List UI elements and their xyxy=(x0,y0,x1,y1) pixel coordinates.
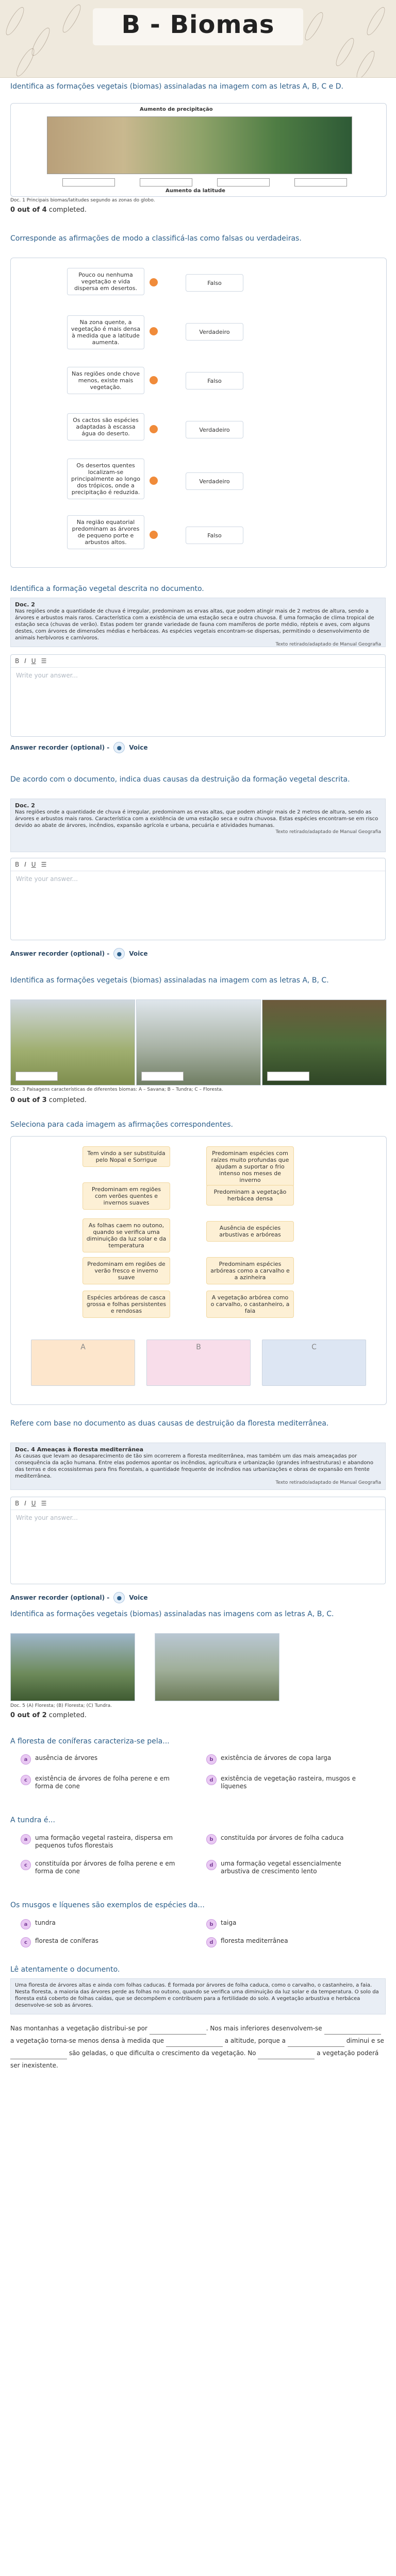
q2-answer-5[interactable]: Verdadeiro xyxy=(186,472,243,490)
underline-icon[interactable]: U xyxy=(31,657,36,665)
q11-option-a[interactable]: a tundra xyxy=(21,1919,186,1929)
q7-answer-editor[interactable] xyxy=(10,1497,386,1584)
drop-zone-b[interactable] xyxy=(141,1072,184,1081)
q6-drop-zone-b[interactable]: B xyxy=(146,1340,251,1386)
q6-chip-6[interactable]: Ausência de espécies arbustivas e arbóreas xyxy=(206,1221,294,1242)
drop-zone-d[interactable] xyxy=(294,178,347,187)
q1-score: 0 out of 4 completed. xyxy=(10,206,87,214)
q6-chip-2[interactable]: Predominam espécies com raízes muito profundas que ajudam a suportar o frio intenso nos meses de inverno xyxy=(206,1146,294,1187)
q2-statement-3: Nas regiões onde chove menos, existe mais vegetação. xyxy=(67,367,144,394)
q10-option-b[interactable]: b constituída por árvores de folha caduca xyxy=(206,1834,371,1844)
drop-zone-a[interactable] xyxy=(15,1072,58,1081)
editor-toolbar xyxy=(11,1497,385,1510)
bold-icon[interactable]: B xyxy=(15,1500,20,1507)
q6-drop-zone-c[interactable]: C xyxy=(262,1340,366,1386)
blank-2[interactable] xyxy=(324,2027,381,2035)
q6-chip-5[interactable]: As folhas caem no outono, quando se verifica uma diminuição da luz solar e da temperatura xyxy=(82,1218,170,1252)
blank-6[interactable] xyxy=(258,2052,315,2059)
q4-answer-placeholder: Write your answer... xyxy=(16,875,78,883)
q8-caption: Doc. 5 (A) Floresta; (B) Floresta; (C) Tundra. xyxy=(10,1703,112,1708)
q2-dot-1[interactable] xyxy=(150,278,158,286)
q3-document: Doc. 2 Nas regiões onde a quantidade de chuva é irregular, predominam as ervas altas, que podem atingir mais de 2 metros de altura, sendo a árvores e arbustos mais raros. Característica com a existência de uma estação seca e outra chuvosa. É uma formação de clima tropical de estação seca (chuvas de verão). Estas podem ter grande variedade de fauna com mamíferos de porte médio, répteis e aves, com alguns destes, com árvores de dimensões médias e herbáceas. As espécies vegetais encontram-se dispersas, permitindo o desenvolvimento de animais herbívoros e carnívoros. Texto retirado/adaptado de Manual Geografia xyxy=(10,598,386,647)
q2-statement-2: Na zona quente, a vegetação é mais densa à medida que a latitude aumenta. xyxy=(67,315,144,349)
blank-4[interactable] xyxy=(288,2039,344,2047)
drop-zone-b[interactable] xyxy=(140,178,192,187)
drop-zone-a[interactable] xyxy=(62,178,115,187)
biome-image-a xyxy=(10,1633,135,1701)
italic-icon[interactable]: I xyxy=(24,861,26,868)
q9-instruction: A floresta de coníferas caracteriza-se pela... xyxy=(10,1737,170,1745)
blank-3[interactable] xyxy=(166,2039,223,2047)
diagram-xlabel: Aumento da latitude xyxy=(166,188,225,194)
q1-instruction: Identifica as formações vegetais (biomas) assinaladas na imagem com as letras A, B, C e D. xyxy=(10,82,343,91)
italic-icon[interactable]: I xyxy=(24,1500,26,1507)
q11-instruction: Os musgos e líquenes são exemplos de espécies da... xyxy=(10,1901,205,1909)
q11-option-b[interactable]: b taiga xyxy=(206,1919,371,1929)
q2-answer-4[interactable]: Verdadeiro xyxy=(186,421,243,438)
q9-option-c[interactable]: c existência de árvores de folha perene e em forma de cone xyxy=(21,1775,186,1790)
q2-dot-4[interactable] xyxy=(150,425,158,433)
q11-option-d[interactable]: d floresta mediterrânea xyxy=(206,1937,371,1947)
bold-icon[interactable]: B xyxy=(15,657,20,665)
q2-dot-2[interactable] xyxy=(150,327,158,335)
page-title: B - Biomas xyxy=(121,10,275,39)
q2-dot-3[interactable] xyxy=(150,376,158,384)
q4-answer-editor[interactable] xyxy=(10,858,386,940)
drop-zone-c[interactable] xyxy=(267,1072,309,1081)
q12-document: Uma floresta de árvores altas e ainda com folhas caducas. É formada por árvores de folha caduca, como o carvalho, o castanheiro, a faia. Nesta floresta, a maioria das árvores perde as folhas no outono, quando se verifica uma diminuição da luz solar e da temperatura. O solo da floresta está coberto de folhas caídas, que se decompõem e contribuem para a fertilidade do solo. A vegetação arbustiva e herbácea desenvolve-se sob as árvores. xyxy=(10,1978,386,2014)
biome-landscape xyxy=(47,116,352,174)
editor-toolbar xyxy=(11,655,385,668)
q12-fill-in-text: Nas montanhas a vegetação distribui-se por . Nos mais inferiores desenvolvem-se a vegetação torna-se menos densa à medida que a altitude, porque a diminui e se são geladas, o que dificulta o crescimento da vegetação. No a vegetação poderá ser inexistente. xyxy=(10,2025,384,2069)
q8-score: 0 out of 2 completed. xyxy=(10,1711,87,1719)
q2-statement-5: Os desertos quentes localizam-se principalmente ao longo dos trópicos, onde a precipitação é reduzida. xyxy=(67,459,144,499)
microphone-icon[interactable]: ● xyxy=(113,742,125,753)
microphone-icon[interactable]: ● xyxy=(113,948,125,959)
q2-answer-3[interactable]: Falso xyxy=(186,372,243,389)
header-banner xyxy=(0,0,396,78)
q2-dot-5[interactable] xyxy=(150,477,158,485)
editor-toolbar xyxy=(11,858,385,871)
q10-option-a[interactable]: a uma formação vegetal rasteira, dispersa em pequenos tufos florestais xyxy=(21,1834,186,1850)
list-icon[interactable]: ☰ xyxy=(41,1500,47,1507)
q9-option-a[interactable]: a ausência de árvores xyxy=(21,1754,186,1765)
q6-chip-3[interactable]: Predominam em regiões com verões quentes e invernos suaves xyxy=(82,1182,170,1210)
q3-voice-recorder[interactable]: Answer recorder (optional) - ● Voice xyxy=(10,742,148,753)
q2-answer-2[interactable]: Verdadeiro xyxy=(186,323,243,341)
q6-chip-1[interactable]: Tem vindo a ser substituída pelo Nopal e Sorrigue xyxy=(82,1146,170,1167)
q9-option-b[interactable]: b existência de árvores de copa larga xyxy=(206,1754,371,1765)
q7-document: Doc. 4 Ameaças à floresta mediterrânea As causas que levam ao desaparecimento de tão sim ocorrerem a floresta mediterrânea, mas também um das mais ameaçadas por consequência da ação humana. Entre elas podemos apontar os incêndios, agricultura e urbanização (grandes infraestruturas) e abandono das terras e dos ecossistemas para fins florestais, a quantidade frequente de incêndios nas urbanizações e obras de expansão em frente mediterrânea. Texto retirado/adaptado de Manual Geografia xyxy=(10,1443,386,1490)
q2-instruction: Corresponde as afirmações de modo a classificá-las como falsas ou verdadeiras. xyxy=(10,234,302,243)
q6-chip-4[interactable]: Predominam a vegetação herbácea densa xyxy=(206,1185,294,1206)
q10-instruction: A tundra é... xyxy=(10,1816,55,1824)
diagram-title: Aumento de precipitação xyxy=(140,107,213,112)
q3-answer-editor[interactable] xyxy=(10,654,386,737)
q5-caption: Doc. 3 Paisagens características de diferentes biomas: A – Savana; B – Tundra; C – Floresta. xyxy=(10,1087,223,1092)
q6-chip-10[interactable]: A vegetação arbórea como o carvalho, o castanheiro, a faia xyxy=(206,1291,294,1318)
q6-chip-9[interactable]: Espécies arbóreas de casca grossa e folhas persistentes e rendosas xyxy=(82,1291,170,1318)
q2-statement-6: Na região equatorial predominam as árvores de pequeno porte e arbustos altos. xyxy=(67,515,144,549)
list-icon[interactable]: ☰ xyxy=(41,657,47,665)
q8-instruction: Identifica as formações vegetais (biomas) assinaladas nas imagens com as letras A, B, C. xyxy=(10,1610,334,1618)
blank-5[interactable] xyxy=(10,2052,67,2059)
blank-1[interactable] xyxy=(150,2027,206,2035)
q3-instruction: Identifica a formação vegetal descrita no documento. xyxy=(10,585,204,593)
q4-voice-recorder[interactable]: Answer recorder (optional) - ● Voice xyxy=(10,948,148,959)
q2-statement-4: Os cactos são espécies adaptadas à escassa água do deserto. xyxy=(67,413,144,440)
q5-instruction: Identifica as formações vegetais (biomas) assinaladas na imagem com as letras A, B, C. xyxy=(10,976,329,985)
underline-icon[interactable]: U xyxy=(31,861,36,868)
underline-icon[interactable]: U xyxy=(31,1500,36,1507)
q9-option-d[interactable]: d existência de vegetação rasteira, musgos e líquenes xyxy=(206,1775,371,1790)
bold-icon[interactable]: B xyxy=(15,861,20,868)
q12-instruction: Lê atentamente o documento. xyxy=(10,1965,120,1974)
q10-option-c[interactable]: c constituída por árvores de folha perene e em forma de cone xyxy=(21,1860,186,1875)
q1-diagram xyxy=(10,103,387,197)
q6-chip-7[interactable]: Predominam em regiões de verão fresco e inverno suave xyxy=(82,1257,170,1284)
q3-answer-placeholder: Write your answer... xyxy=(16,672,78,679)
q2-answer-6[interactable]: Falso xyxy=(186,527,243,544)
q6-instruction: Seleciona para cada imagem as afirmações correspondentes. xyxy=(10,1121,233,1129)
biome-image-b xyxy=(155,1633,279,1701)
q1-caption: Doc. 1 Principais biomas/latitudes segundo as zonas do globo. xyxy=(10,198,155,203)
q6-drop-zone-a[interactable]: A xyxy=(31,1340,135,1386)
q4-instruction: De acordo com o documento, indica duas causas da destruição da formação vegetal descrita. xyxy=(10,775,350,784)
q2-answer-1[interactable]: Falso xyxy=(186,274,243,292)
q4-document: Doc. 2 Nas regiões onde a quantidade de chuva é irregular, predominam as ervas altas, que podem atingir mais de 2 metros de altura, sendo as árvores e arbustos mais raros. Característica com a existência de uma estação seca e outra chuvosa. Estas espécies encontram-se em risco devido ao abate de árvores, incêndios, expansão agrícola e urbana, pecuária e atividades humanas. Texto retirado/adaptado de Manual Geografia xyxy=(10,799,386,852)
q6-chip-8[interactable]: Predominam espécies arbóreas como a carvalho e a azinheira xyxy=(206,1257,294,1284)
q5-score: 0 out of 3 completed. xyxy=(10,1096,87,1104)
q2-dot-6[interactable] xyxy=(150,531,158,539)
microphone-icon[interactable]: ● xyxy=(113,1592,125,1603)
q7-answer-placeholder: Write your answer... xyxy=(16,1514,78,1521)
drop-zone-c[interactable] xyxy=(217,178,270,187)
q11-option-c[interactable]: c floresta de coníferas xyxy=(21,1937,186,1947)
q10-option-d[interactable]: d uma formação vegetal essencialmente arbustiva de crescimento lento xyxy=(206,1860,371,1875)
q2-statement-1: Pouco ou nenhuma vegetação e vida dispersa em desertos. xyxy=(67,268,144,295)
italic-icon[interactable]: I xyxy=(24,657,26,665)
q7-instruction: Refere com base no documento as duas causas de destruição da floresta mediterrânea. xyxy=(10,1419,329,1428)
list-icon[interactable]: ☰ xyxy=(41,861,47,868)
q7-voice-recorder[interactable]: Answer recorder (optional) - ● Voice xyxy=(10,1592,148,1603)
